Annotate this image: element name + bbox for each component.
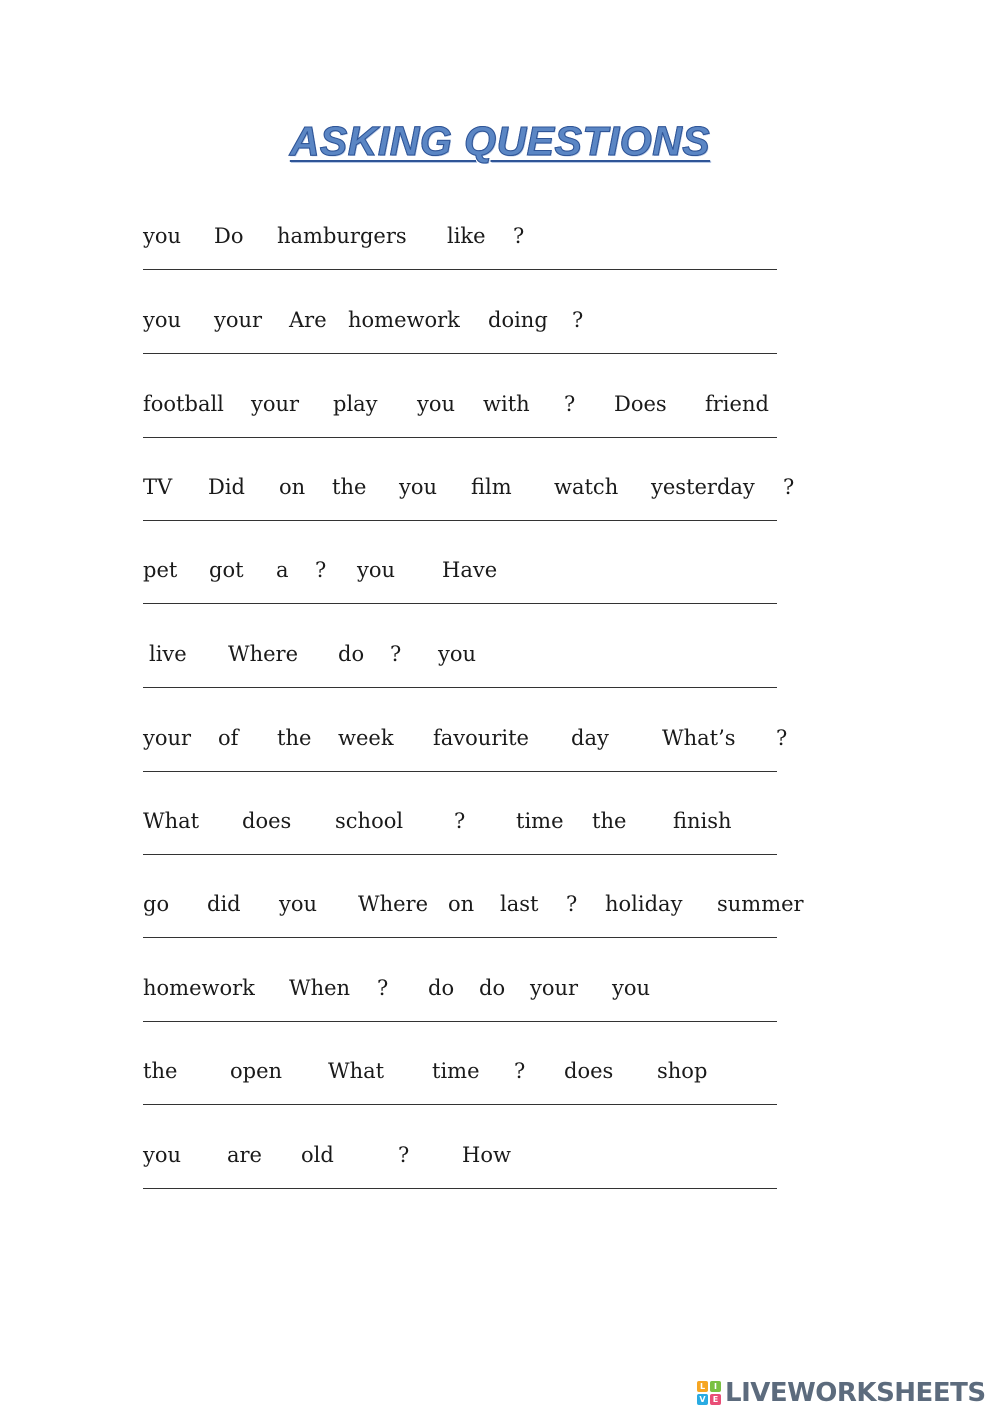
word: ? [783, 475, 795, 499]
question-item [143, 1140, 843, 1223]
word: hamburgers [277, 224, 407, 248]
word: ? [564, 392, 576, 416]
word: you [143, 1143, 182, 1167]
logo-tile-v: V [697, 1394, 708, 1405]
word: favourite [433, 726, 529, 750]
word: are [227, 1143, 262, 1167]
word: your [530, 976, 579, 1000]
word: Where [228, 642, 299, 666]
word: you [143, 224, 182, 248]
word: TV [143, 475, 173, 499]
word: of [218, 726, 239, 750]
word: the [143, 1059, 178, 1083]
answer-line[interactable] [143, 269, 777, 270]
answer-line[interactable] [143, 1021, 777, 1022]
word: do [338, 642, 365, 666]
question-item [143, 1056, 843, 1139]
word: did [207, 892, 241, 916]
word: What’s [662, 726, 736, 750]
question-item [143, 806, 843, 889]
word: day [571, 726, 609, 750]
word: school [335, 809, 404, 833]
word: Where [358, 892, 429, 916]
word: you [612, 976, 651, 1000]
answer-line[interactable] [143, 937, 777, 938]
word: Did [208, 475, 245, 499]
word: homework [348, 308, 460, 332]
word: on [279, 475, 306, 499]
question-item [143, 723, 843, 806]
word: you [399, 475, 438, 499]
answer-line[interactable] [143, 603, 777, 604]
answer-line[interactable] [143, 1104, 777, 1105]
question-item [143, 221, 843, 304]
word: ? [514, 1059, 526, 1083]
word: does [564, 1059, 614, 1083]
word: your [251, 392, 300, 416]
word: ? [572, 308, 584, 332]
word: ? [513, 224, 525, 248]
question-item [143, 389, 843, 472]
word: ? [454, 809, 466, 833]
word: film [471, 475, 512, 499]
answer-line[interactable] [143, 687, 777, 688]
word: friend [705, 392, 769, 416]
word: summer [717, 892, 804, 916]
question-item [143, 973, 843, 1056]
answer-line[interactable] [143, 854, 777, 855]
liveworksheets-logo-icon [697, 1381, 721, 1405]
word: holiday [605, 892, 683, 916]
word: watch [554, 475, 619, 499]
word: homework [143, 976, 255, 1000]
word: ? [776, 726, 788, 750]
answer-line[interactable] [143, 1188, 777, 1189]
word: the [332, 475, 367, 499]
word: What [328, 1059, 385, 1083]
word: you [438, 642, 477, 666]
word: time [432, 1059, 480, 1083]
answer-line[interactable] [143, 520, 777, 521]
word: ? [390, 642, 402, 666]
word: pet [143, 558, 178, 582]
word: you [357, 558, 396, 582]
word: do [428, 976, 455, 1000]
word: the [592, 809, 627, 833]
word: Do [214, 224, 244, 248]
word: the [277, 726, 312, 750]
word: go [143, 892, 170, 916]
word: football [143, 392, 224, 416]
liveworksheets-logo [697, 1377, 986, 1409]
answer-line[interactable] [143, 353, 777, 354]
word: with [483, 392, 530, 416]
logo-tile-l: L [697, 1381, 708, 1392]
word: got [209, 558, 244, 582]
word: does [242, 809, 292, 833]
word: finish [673, 809, 732, 833]
word: shop [657, 1059, 708, 1083]
word: How [462, 1143, 511, 1167]
word: What [143, 809, 200, 833]
word: like [447, 224, 486, 248]
word: time [516, 809, 564, 833]
word: a [276, 558, 289, 582]
answer-line[interactable] [143, 771, 777, 772]
word: yesterday [651, 475, 755, 499]
word: old [301, 1143, 334, 1167]
word: doing [488, 308, 548, 332]
word: ? [315, 558, 327, 582]
logo-tile-e: E [710, 1394, 721, 1405]
word: ? [566, 892, 578, 916]
word: you [417, 392, 456, 416]
word: last [500, 892, 539, 916]
worksheet-title: ASKING QUESTIONS [289, 118, 711, 164]
word: open [230, 1059, 283, 1083]
word: Does [614, 392, 667, 416]
word: ? [398, 1143, 410, 1167]
word: do [479, 976, 506, 1000]
word: you [143, 308, 182, 332]
word: Have [442, 558, 498, 582]
logo-tile-i: I [710, 1381, 721, 1392]
question-item [143, 472, 843, 555]
question-item [143, 555, 843, 638]
question-item [143, 889, 843, 972]
word: week [338, 726, 394, 750]
word: live [149, 642, 187, 666]
word: your [214, 308, 263, 332]
word: When [289, 976, 351, 1000]
question-item [143, 305, 843, 388]
answer-line[interactable] [143, 437, 777, 438]
word: ? [377, 976, 389, 1000]
liveworksheets-logo-text: LIVEWORKSHEETS [725, 1378, 986, 1408]
word: you [279, 892, 318, 916]
exercise-list [143, 0, 843, 1413]
question-item [143, 639, 843, 722]
word: your [143, 726, 192, 750]
word: on [448, 892, 475, 916]
word: play [333, 392, 378, 416]
word: Are [289, 308, 327, 332]
